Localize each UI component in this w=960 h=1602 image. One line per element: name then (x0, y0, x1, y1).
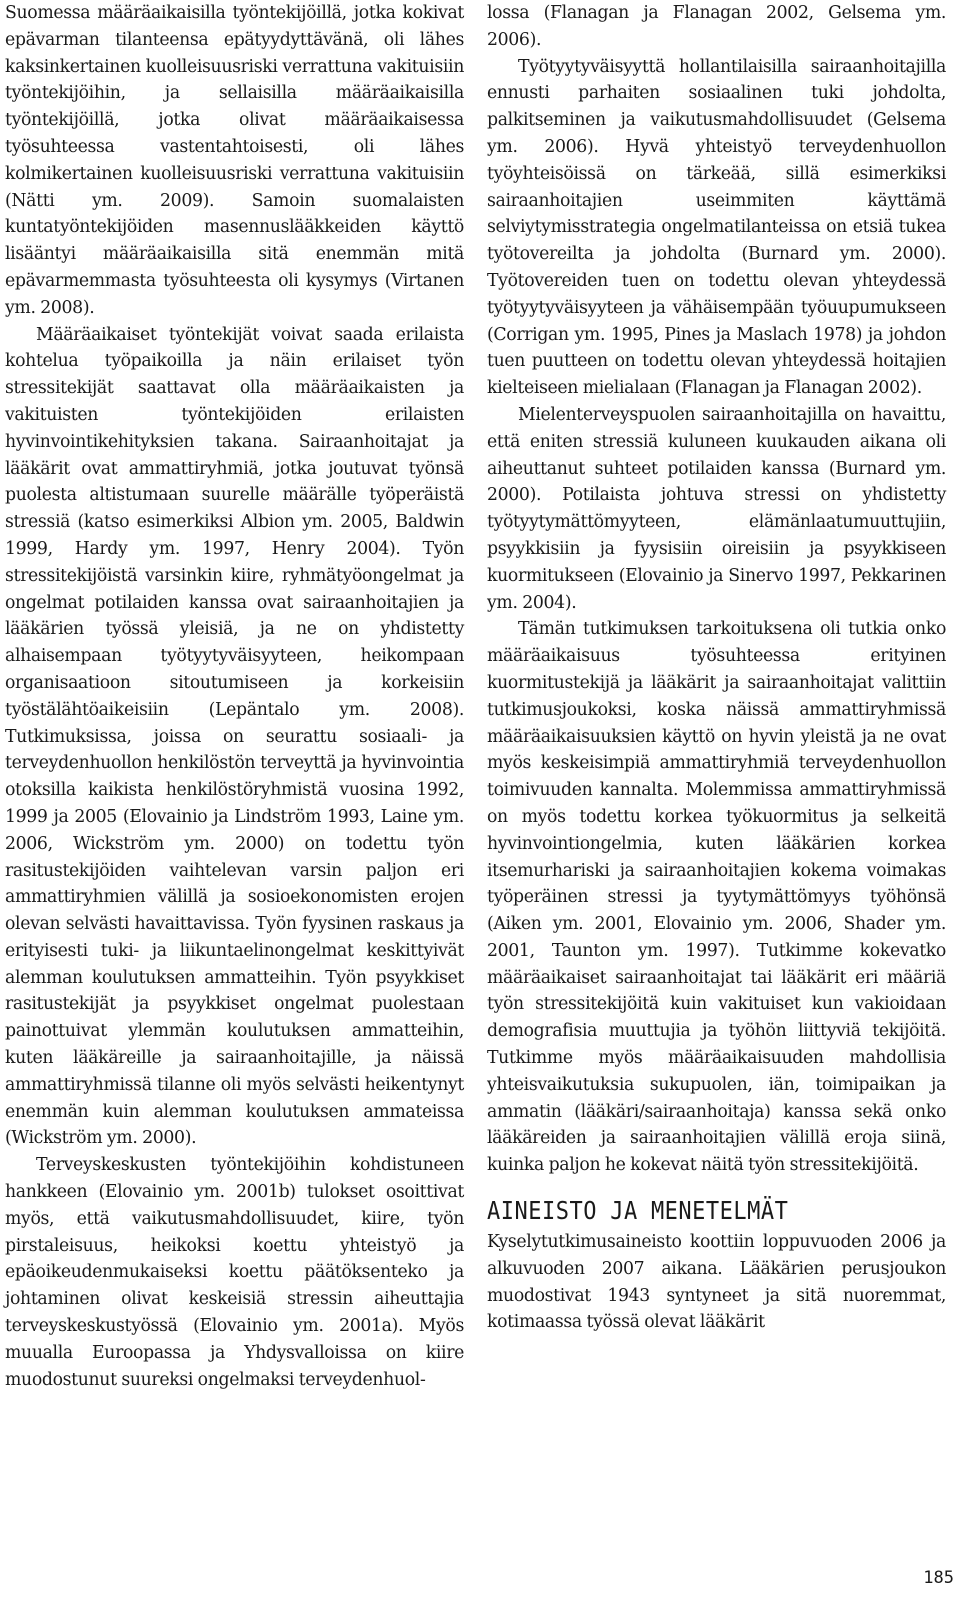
paragraph: Kyselytutkimusaineisto koottiin loppuvuoden 2006 ja alkuvuoden 2007 aikana. Lääkärien perusjoukon muodostivat 1943 syntyneet ja sitä nuoremmat, kotimaassa työssä olevat lääkärit (487, 1232, 946, 1333)
paragraph: Mielenterveyspuolen sairaanhoitajilla on havaittu, että eniten stressiä kuluneen kuukauden aikana oli aiheuttanut suhteet potilaiden kanssa (Burnard ym. 2000). Potilaista johtuva stressi on yhdistetty työtyytymättömyyteen, elämänlaatumuuttujiin, psyykkisiin ja fyysisiin oireisiin ja psyykkiseen kuormitukseen (Elovainio ja Sinervo 1997, Pekkarinen ym. 2004). (487, 404, 946, 613)
paragraph-continuation: lossa (Flanagan ja Flanagan 2002, Gelsema ym. 2006). (487, 3, 946, 50)
paragraph: Määräaikaiset työntekijät voivat saada erilaista kohtelua työpaikoilla ja näin erilaiset työn stressitekijät saattavat olla määräaikaisten ja vakituisten työntekijöiden erilaisten hyvinvointikehityksien takana. Sairaanhoitajat ja lääkärit ovat ammattiryhmiä, jotka joutuvat työnsä puolesta altistumaan suurelle määrälle työperäistä stressiä (katso esimerkiksi Albion ym. 2005, Baldwin 1999, Hardy ym. 1997, Henry 2004). Työn stressitekijöistä varsinkin kiire, ryhmätyöongelmat ja ongelmat potilaiden kanssa ovat sairaanhoitajien ja lääkärien työssä yleisiä, ja ne on yhdistetty alhaisempaan työtyytyväisyyteen, heikompaan organisaatioon sitoutumiseen ja korkeisiin työstälähtöaikeisiin (Lepäntalo ym. 2008). Tutkimuksissa, joissa on seurattu sosiaali- ja terveydenhuollon henkilöstön terveyttä ja hyvinvointia otoksilla kaikista henkilöstöryhmistä vuosina 1992, 1999 ja 2005 (Elovainio ja Lindström 1993, Laine ym. 2006, Wickström ym. 2000) on todettu työn rasitustekijöiden vaihtelevan varsin paljon eri ammattiryhmien välillä ja sosioekonomisten erojen olevan selvästi havaittavissa. Työn fyysinen raskaus ja erityisesti tuki- ja liikuntaelinongelmat keskittyivät alemman koulutuksen ammatteihin. Työn psyykkiset rasitustekijät ja psyykkiset ongelmat puolestaan painottuivat ylemmän koulutuksen ammatteihin, kuten lääkäreille ja sairaanhoitajille, ja näissä ammattiryhmissä tilanne oli myös selvästi heikentynyt enemmän kuin alemman koulutuksen ammateissa (Wickström ym. 2000). (5, 324, 464, 1149)
left-column (5, 0, 464, 1393)
paragraph: Terveyskeskusten työntekijöihin kohdistuneen hankkeen (Elovainio ym. 2001b) tulokset osoittivat myös, että vaikutusmahdollisuudet, kiire, työn pirstaleisuus, heikoksi koettu yhteistyö ja epäoikeudenmukaiseksi koettu päätöksenteko ja johtaminen olivat keskeisiä stressin aiheuttajia terveyskeskustyössä (Elovainio ym. 2001a). Myös muualla Euroopassa ja Yhdysvalloissa on kiire muodostunut suureksi ongelmaksi terveydenhuol- (5, 1155, 464, 1390)
paragraph: Suomessa määräaikaisilla työntekijöillä, jotka kokivat epävarman tilanteensa epätyydyttävänä, oli lähes kaksinkertainen kuolleisuusriski verrattuna vakituisiin työntekijöihin, ja sellaisilla määräaikaisilla työntekijöillä, jotka olivat määräaikaisessa työsuhteessa vastentahtoisesti, oli lähes kolmikertainen kuolleisuusriski verrattuna vakituisiin (Nätti ym. 2009). Samoin suomalaisten kuntatyöntekijöiden masennuslääkkeiden käyttö lisääntyi määräaikaisilla sitä enemmän mitä epävarmemmasta työsuhteesta oli kysymys (Virtanen ym. 2008). (5, 3, 464, 318)
page-number: 185 (923, 1568, 954, 1588)
paragraph: Työtyytyväisyyttä hollantilaisilla sairaanhoitajilla ennusti parhaiten sosiaalinen tuki johdolta, palkitseminen ja vaikutusmahdollisuudet (Gelsema ym. 2006). Hyvä yhteistyö terveydenhuollon työyhteisöissä on tärkeää, sillä esimerkiksi sairaanhoitajien useimmiten käyttämä selviytymisstrategia ongelmatilanteissa on etsiä tukea työtovereilta ja johdolta (Burnard ym. 2000). Työtovereiden tuen on todettu olevan yhteydessä työtyytyväisyyteen ja vähäisempään työuupumukseen (Corrigan ym. 1995, Pines ja Maslach 1978) ja johdon tuen puutteen on todettu olevan yhteydessä hoitajien kielteiseen mielialaan (Flanagan ja Flanagan 2002). (487, 56, 946, 399)
paragraph: Tämän tutkimuksen tarkoituksena oli tutkia onko määräaikaisuus työsuhteessa erityinen kuormitustekijä ja lääkärit ja sairaanhoitajat valittiin tutkimusjoukoksi, koska näissä ammattiryhmissä määräaikaisuuksien käyttö on hyvin yleistä ja ne ovat myös keskeisimpiä ammattiryhmiä terveydenhuollon toimivuuden kannalta. Molemmissa ammattiryhmissä on myös todettu korkea työkuormitus ja selkeitä hyvinvointiongelmia, kuten lääkärien korkea itsemurhariski ja sairaanhoitajien kokema voimakas työperäinen stressi ja tyytymättömyys työhönsä (Aiken ym. 2001, Elovainio ym. 2006, Shader ym. 2001, Taunton ym. 1997). Tutkimme kokevatko määräaikaiset sairaanhoitajat tai lääkärit eri määriä työn stressitekijöitä kuin vakituiset kun vakioidaan demografisia muuttujia ja työhön liittyviä tekijöitä. Tutkimme myös määräaikaisuuden mahdollisia yhteisvaikutuksia sukupuolen, iän, toimipaikan ja ammatin (lääkäri/sairaanhoitaja) kanssa sekä onko lääkäreiden ja sairaanhoitajien välillä eroja siinä, kuinka paljon he kokevat näitä työn stressitekijöitä. (487, 619, 946, 1176)
section-heading: AINEISTO JA MENETELMÄT (487, 1197, 789, 1226)
right-column (487, 0, 946, 1336)
